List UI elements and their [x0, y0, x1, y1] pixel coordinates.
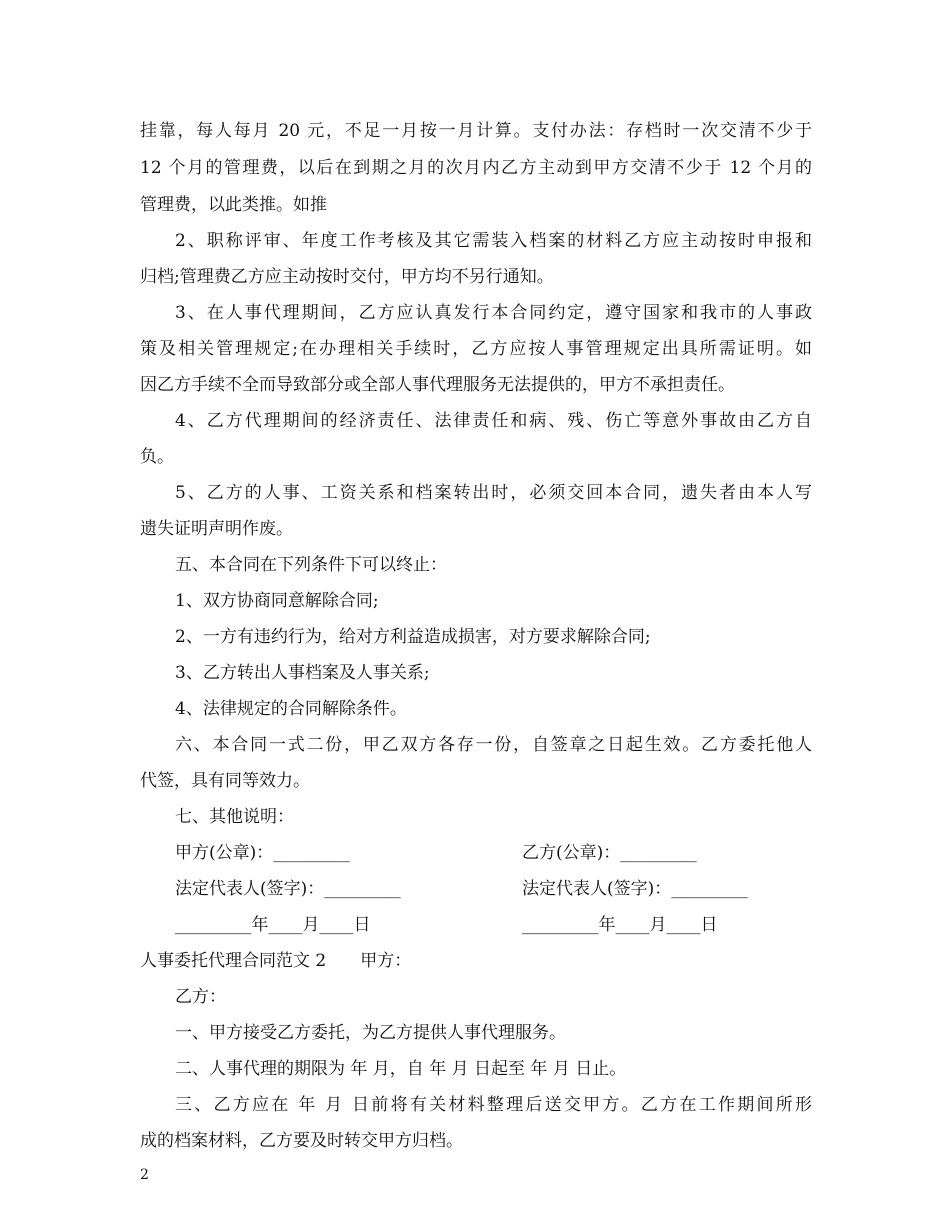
section-heading: 七、其他说明：	[175, 807, 294, 827]
paragraph-line: 挂靠，每人每月 20 元，不足一月按一月计算。支付办法：存档时一次交清不少于	[140, 121, 812, 141]
paragraph-line: 归档;管理费乙方应主动按时交付，甲方均不另行通知。	[140, 267, 554, 287]
paragraph-line: 3、在人事代理期间，乙方应认真发行本合同约定，遵守国家和我市的人事政	[175, 303, 812, 323]
page-number: 2	[140, 1167, 149, 1183]
paragraph-line: 三、乙方应在 年 月 日前将有关材料整理后送交甲方。乙方在工作期间所形	[175, 1095, 812, 1115]
list-item: 3、乙方转出人事档案及人事关系;	[175, 663, 430, 683]
paragraph-line: 六、本合同一式二份，甲乙双方各存一份，自签章之日起生效。乙方委托他人	[175, 735, 812, 755]
party-b-seal: 乙方(公章)：_________	[522, 843, 697, 863]
section-title: 人事委托代理合同范文 2 甲方：	[140, 951, 412, 971]
party-a-representative: 法定代表人(签字)：_________	[175, 879, 401, 899]
list-item: 2、一方有违约行为，给对方利益造成损害，对方要求解除合同;	[175, 627, 651, 647]
paragraph-line: 代签，具有同等效力。	[140, 771, 310, 791]
party-a-date: _________年____月____日	[175, 915, 371, 935]
paragraph-line: 策及相关管理规定;在办理相关手续时，乙方应按人事管理规定出具所需证明。如	[140, 339, 812, 359]
paragraph-line: 成的档案材料，乙方要及时转交甲方归档。	[140, 1131, 463, 1151]
paragraph-line: 2、职称评审、年度工作考核及其它需装入档案的材料乙方应主动按时申报和	[175, 231, 812, 251]
paragraph-line: 5、乙方的人事、工资关系和档案转出时，必须交回本合同，遗失者由本人写	[175, 483, 812, 503]
paragraph-line: 二、人事代理的期限为 年 月，自 年 月 日起至 年 月 日止。	[175, 1059, 627, 1079]
paragraph-line: 管理费，以此类推。如推	[140, 195, 327, 215]
paragraph-line: 负。	[140, 447, 174, 467]
list-item: 1、双方协商同意解除合同;	[175, 591, 379, 611]
list-item: 4、法律规定的合同解除条件。	[175, 699, 407, 719]
party-a-seal: 甲方(公章)：_________	[175, 843, 350, 863]
paragraph-line: 乙方：	[175, 987, 226, 1007]
section-heading: 五、本合同在下列条件下可以终止：	[175, 555, 447, 575]
paragraph-line: 因乙方手续不全而导致部分或全部人事代理服务无法提供的，甲方不承担责任。	[140, 375, 735, 395]
paragraph-line: 遗失证明声明作废。	[140, 519, 293, 539]
paragraph-line: 12 个月的管理费，以后在到期之月的次月内乙方主动到甲方交清不少于 12 个月的	[140, 158, 812, 178]
paragraph-line: 一、甲方接受乙方委托，为乙方提供人事代理服务。	[175, 1023, 566, 1043]
paragraph-line: 4、乙方代理期间的经济责任、法律责任和病、残、伤亡等意外事故由乙方自	[175, 411, 812, 431]
party-b-representative: 法定代表人(签字)：_________	[522, 879, 748, 899]
party-b-date: _________年____月____日	[522, 915, 718, 935]
